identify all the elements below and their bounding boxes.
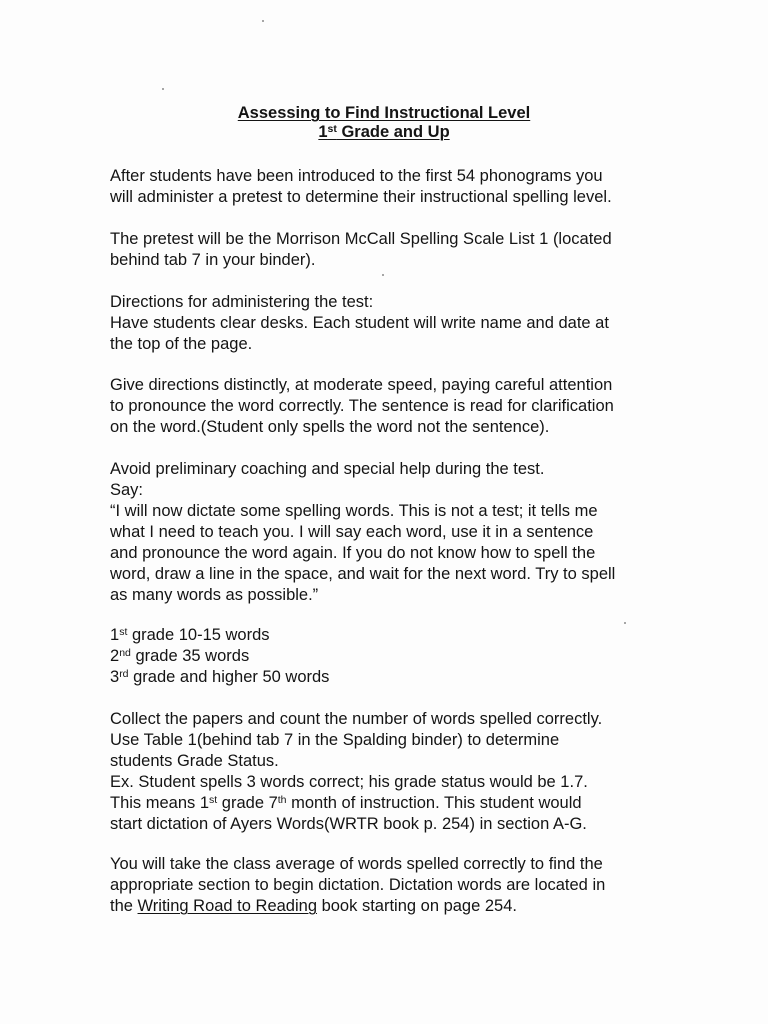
text-line: the top of the page. (110, 335, 253, 353)
dictation-quote-line: “I will now dictate some spelling words. This is not a test; it tells me (110, 502, 598, 520)
text-line: start dictation of Ayers Words(WRTR book p. 254) in section A-G. (110, 815, 587, 833)
grade-word-counts (110, 625, 670, 688)
text-line: appropriate section to begin dictation. Dictation words are located in (110, 876, 606, 894)
scan-speck (262, 20, 264, 22)
dictation-quote-line: word, draw a line in the space, and wait for the next word. Try to spell (110, 565, 616, 583)
text-line: You will take the class average of words spelled correctly to find the (110, 855, 603, 873)
scan-speck (624, 622, 626, 624)
scan-speck (162, 88, 164, 90)
pretest-paragraph (110, 229, 670, 271)
text-line: Have students clear desks. Each student will write name and date at (110, 314, 609, 332)
text-line: Avoid preliminary coaching and special help during the test. (110, 460, 545, 478)
text-line: This means 1st grade 7th month of instruction. This student would (110, 793, 582, 812)
collect-papers-paragraph (110, 709, 670, 835)
class-average-paragraph (110, 854, 670, 917)
text-line: Collect the papers and count the number of words spelled correctly. (110, 710, 603, 728)
give-directions-paragraph (110, 375, 670, 438)
grade-item: 1st grade 10-15 words (110, 625, 270, 644)
grade-item: 2nd grade 35 words (110, 646, 250, 665)
scan-speck (382, 274, 384, 276)
text-line: to pronounce the word correctly. The sentence is read for clarification (110, 397, 614, 415)
text-line: the Writing Road to Reading book starting on page 254. (110, 897, 517, 915)
title-line-1: Assessing to Find Instructional Level (237, 104, 531, 122)
title-line-2: 1st Grade and Up (318, 122, 450, 141)
avoid-coaching-paragraph (110, 459, 670, 606)
text-line: Use Table 1(behind tab 7 in the Spalding binder) to determine (110, 731, 560, 749)
text-line: Say: (110, 481, 144, 499)
text-line: After students have been introduced to the first 54 phonograms you (110, 167, 603, 185)
text-line: behind tab 7 in your binder). (110, 251, 316, 269)
text-line: students Grade Status. (110, 752, 279, 770)
text-line: Ex. Student spells 3 words correct; his grade status would be 1.7. (110, 773, 588, 791)
intro-paragraph (110, 166, 670, 208)
text-line: on the word.(Student only spells the word not the sentence). (110, 418, 550, 436)
document-title (0, 104, 768, 142)
dictation-quote-line: what I need to teach you. I will say each word, use it in a sentence (110, 523, 594, 541)
book-title: Writing Road to Reading (137, 897, 317, 915)
directions-paragraph (110, 292, 670, 355)
text-line: Give directions distinctly, at moderate speed, paying careful attention (110, 376, 613, 394)
text-line: The pretest will be the Morrison McCall Spelling Scale List 1 (located (110, 230, 612, 248)
dictation-quote-line: and pronounce the word again. If you do not know how to spell the (110, 544, 596, 562)
dictation-quote-line: as many words as possible.” (110, 586, 319, 604)
grade-item: 3rd grade and higher 50 words (110, 667, 330, 686)
text-line: will administer a pretest to determine their instructional spelling level. (110, 188, 612, 206)
text-line: Directions for administering the test: (110, 293, 374, 311)
